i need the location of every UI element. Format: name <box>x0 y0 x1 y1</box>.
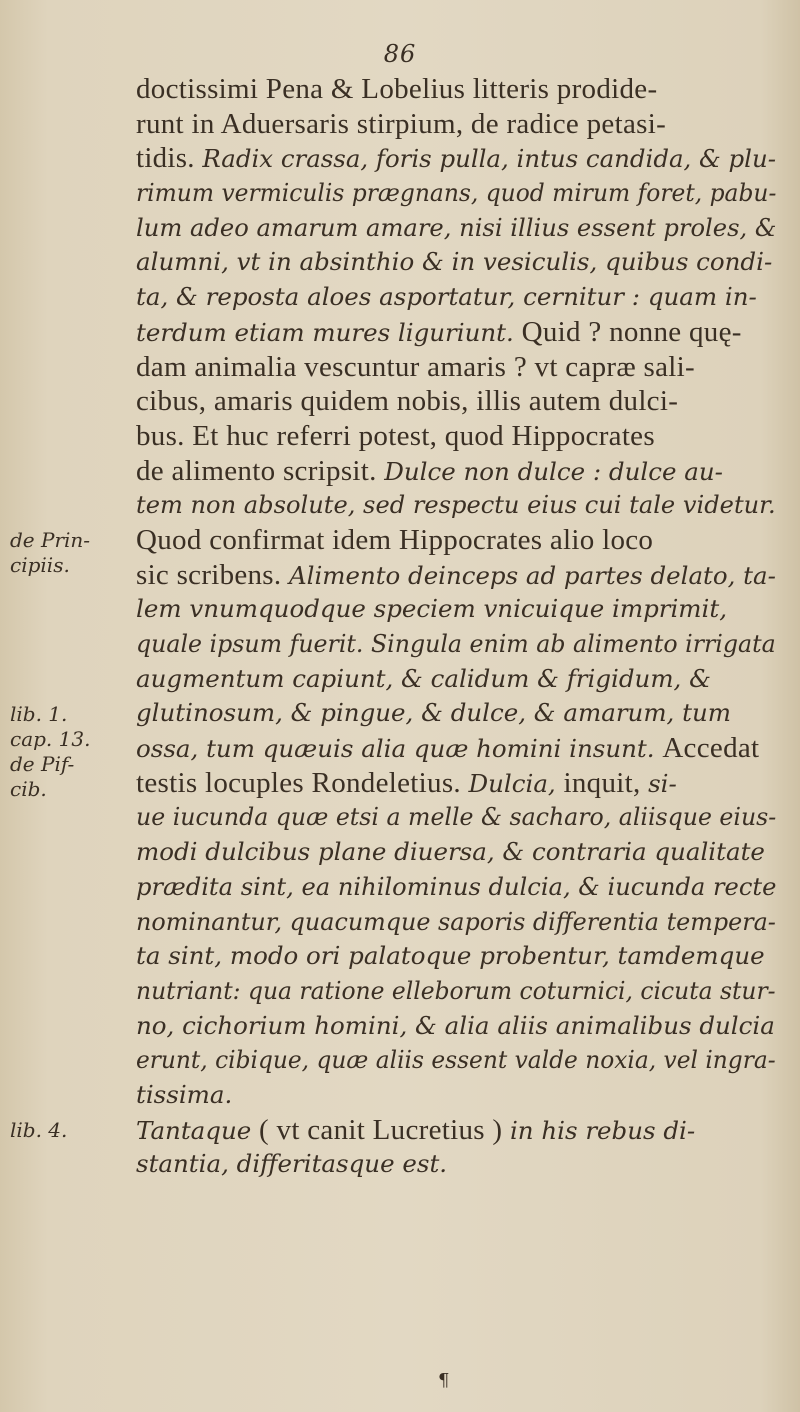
italic-segment: ue iucunda quæ etsi a melle & sacharo, aliisque eius- <box>136 802 777 832</box>
roman-segment: tidis. <box>136 142 203 175</box>
roman-segment: de alimento scripsit. <box>136 454 385 487</box>
italic-segment: si- <box>648 768 677 798</box>
roman-segment: doctissimi Pena & Lobelius litteris prodide- <box>136 73 658 105</box>
text-line <box>136 211 777 246</box>
marginal-note: lib. 4. <box>10 1118 68 1142</box>
italic-segment: quale ipsum fuerit. Singula enim ab alimento irrigata <box>136 629 776 658</box>
italic-segment: stantia, differitasque est. <box>136 1149 448 1179</box>
italic-segment: glutinosum, & pingue, & dulce, & amarum, tum <box>136 698 731 728</box>
italic-segment: nominantur, quacumque saporis differentia tempera- <box>136 906 776 936</box>
text-line <box>136 107 776 142</box>
text-line <box>136 419 776 454</box>
marginal-note: lib. 1. cap. 13. de Pif- cib. <box>10 701 91 801</box>
italic-segment: Dulce non dulce : dulce au- <box>384 456 723 486</box>
italic-segment: lem vnumquodque speciem vnicuique imprimit, <box>136 594 728 624</box>
text-line <box>136 488 776 523</box>
text-line <box>136 905 776 940</box>
roman-segment: Accedat <box>662 732 760 765</box>
italic-segment: terdum etiam mures liguriunt. <box>136 317 522 347</box>
text-line <box>136 558 775 593</box>
text-line <box>136 835 776 870</box>
italic-segment: prædita sint, ea nihilominus dulcia, & iucunda recte <box>136 871 777 901</box>
roman-segment: Quod confirmat idem Hippocrates alio loco <box>136 523 654 556</box>
roman-segment: ( vt canit Lucretius ) <box>259 1113 510 1146</box>
text-line <box>136 1009 776 1044</box>
roman-segment: inquit, <box>563 766 649 799</box>
text-line <box>136 454 776 489</box>
roman-segment: dam animalia vescuntur amaris ? vt capræ sali- <box>136 350 695 383</box>
roman-segment: bus. Et huc referri potest, quod Hippocrates <box>136 419 655 452</box>
text-line <box>136 176 777 211</box>
text-line <box>136 280 776 315</box>
roman-segment: runt in Aduersaris stirpium, de radice petasi- <box>136 107 667 140</box>
text-line <box>136 974 776 1009</box>
italic-segment: Dulcia, <box>468 768 564 798</box>
italic-segment: no, cichorium homini, & alia aliis animalibus dulcia <box>136 1010 775 1040</box>
text-line <box>136 1043 776 1078</box>
body-text <box>136 72 776 1182</box>
text-line <box>136 350 776 385</box>
italic-segment: alumni, vt in absinthio & in vesiculis, quibus condi- <box>136 247 773 277</box>
text-line <box>136 939 776 974</box>
italic-segment: augmentum capiunt, & calidum & frigidum, & <box>136 663 711 693</box>
roman-segment: testis locuples Rondeletius. <box>136 766 469 799</box>
italic-segment: Radix crassa, foris pulla, intus candida, & plu- <box>202 144 776 174</box>
italic-segment: tissima. <box>136 1079 233 1109</box>
italic-segment: lum adeo amarum amare, nisi illius essent proles, & <box>136 212 777 242</box>
page-number: 86 <box>383 40 417 68</box>
text-line <box>136 141 774 176</box>
signature-mark: ¶ <box>438 1370 450 1391</box>
roman-segment: Quid ? nonne quę- <box>521 315 742 348</box>
roman-segment: sic scribens. <box>136 558 289 591</box>
italic-segment: ta sint, modo ori palatoque probentur, tamdemque <box>136 941 765 971</box>
text-line <box>136 1113 776 1148</box>
text-line <box>136 800 777 835</box>
text-line <box>136 592 776 627</box>
text-line <box>136 870 777 905</box>
italic-segment: in his rebus di- <box>509 1115 696 1145</box>
text-line <box>136 1078 776 1113</box>
text-line <box>136 627 776 662</box>
italic-segment: nutriant: qua ratione elleborum coturnici, cicuta stur- <box>136 975 776 1005</box>
italic-segment: erunt, cibique, quæ aliis essent valde noxia, vel ingra- <box>136 1045 776 1075</box>
italic-segment: modi dulcibus plane diuersa, & contraria qualitate <box>136 837 765 867</box>
text-line <box>136 731 776 766</box>
italic-segment: ta, & reposta aloes asportatur, cernitur : quam in- <box>136 282 757 312</box>
italic-segment: rimum vermiculis prægnans, quod mirum foret, pabu- <box>136 178 777 208</box>
text-line <box>136 662 776 697</box>
italic-segment: Alimento deinceps ad partes delato, ta- <box>288 560 776 590</box>
marginal-note: de Prin- cipiis. <box>10 528 91 578</box>
text-line <box>136 766 776 801</box>
text-line <box>136 384 776 419</box>
text-line <box>136 72 776 107</box>
italic-segment: ossa, tum quæuis alia quæ homini insunt. <box>136 734 663 764</box>
text-line <box>136 245 776 280</box>
text-line <box>136 696 776 731</box>
text-line <box>136 1147 776 1182</box>
italic-segment: Tantaque <box>136 1115 260 1145</box>
text-line <box>136 523 776 558</box>
roman-segment: cibus, amaris quidem nobis, illis autem dulci- <box>136 385 679 418</box>
italic-segment: tem non absolute, sed respectu eius cui tale videtur. <box>136 490 776 520</box>
text-line <box>136 315 776 350</box>
